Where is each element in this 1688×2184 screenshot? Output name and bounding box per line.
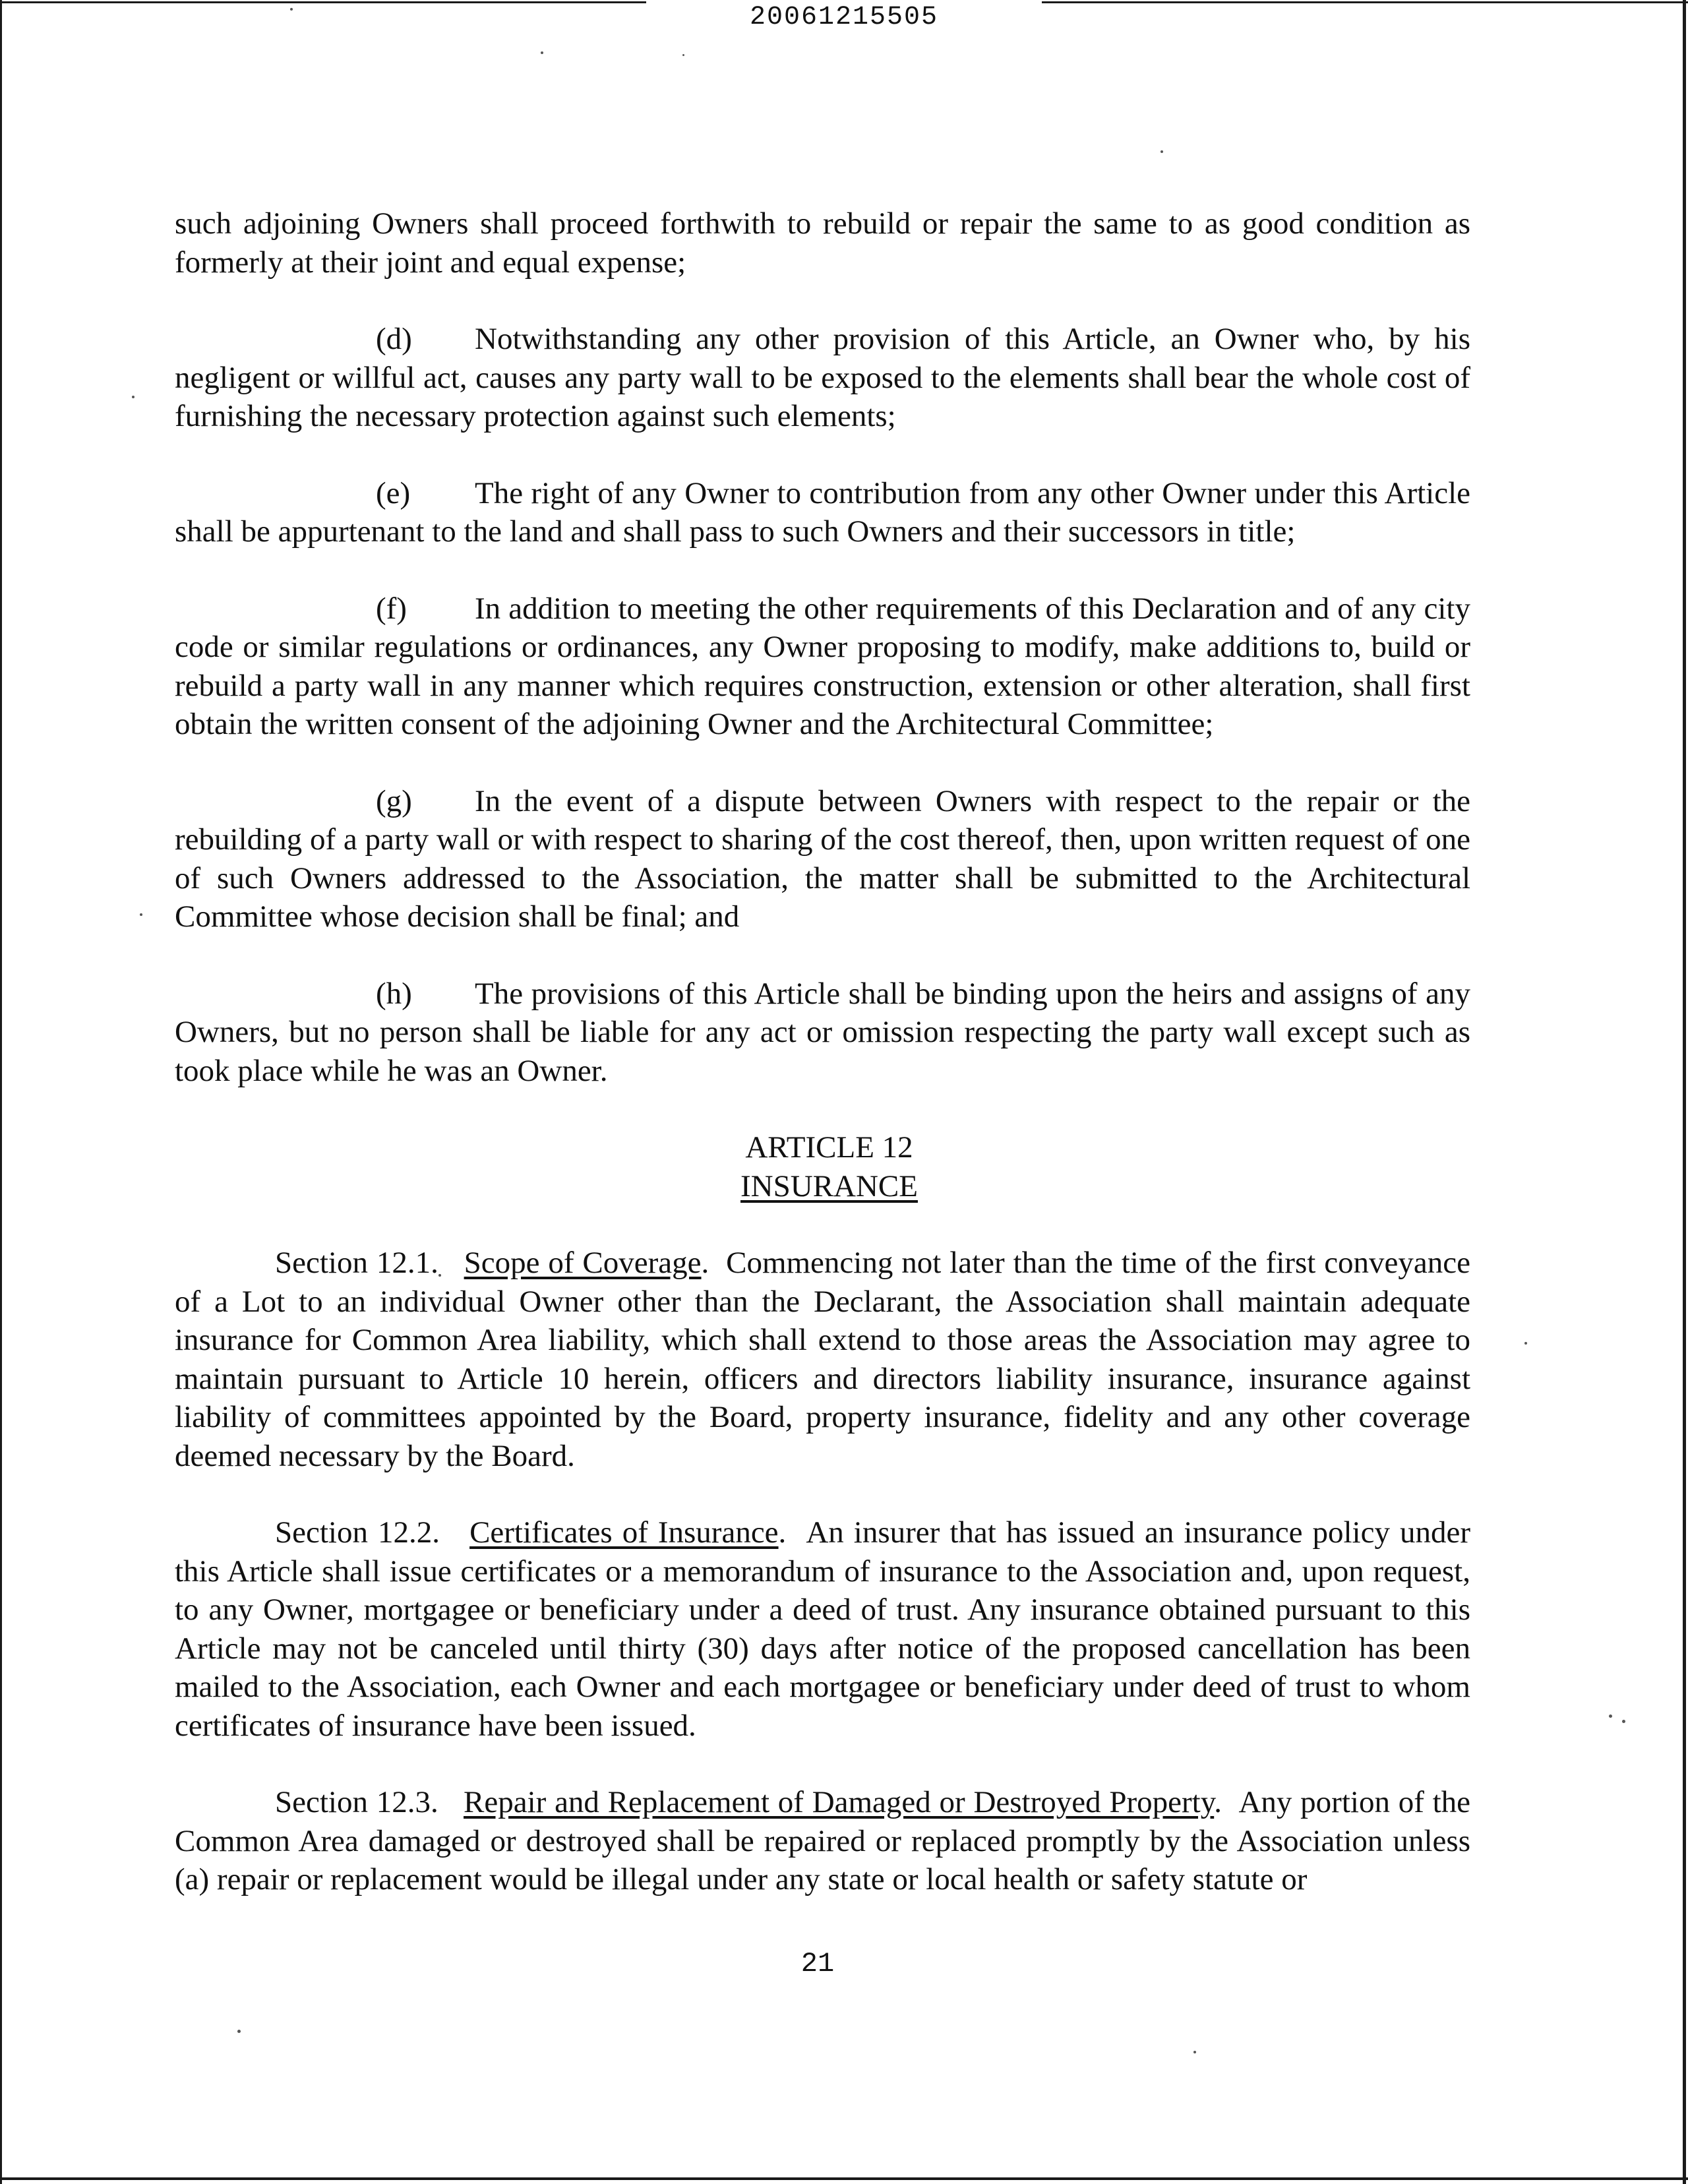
subparagraph-label: (h) [376,976,412,1011]
subparagraph-label: (f) [376,591,407,626]
subparagraph-text: Notwithstanding any other provision of this Article, an Owner who, by his negligent or willful act, causes any party wall to be exposed to the elements shall bear the whole cost of furnishing the necessary protection against such elements; [175,322,1470,433]
subparagraph-d [175,320,1470,436]
subparagraph-h [175,975,1470,1091]
subparagraph-text: In addition to meeting the other requirements of this Declaration and of any city code or similar regulations or ordinances, any Owner proposing to modify, make additions to, build or rebuild a party wall in any manner which requires construction, extension or other alteration, shall first obtain the written consent of the adjoining Owner and the Architectural Committee; [175,591,1470,741]
section-12-2: Section 12.2. Certificates of Insurance. An insurer that has issued an insurance policy under this Article shall issue certificates or a memorandum of insurance to the Association and, upon request, to any Owner, mortgagee or beneficiary under a deed of trust. Any insurance obtained pursuant to this Article may not be canceled until thirty (30) days after notice of the proposed cancellation has been mailed to the Association, each Owner and each mortgagee or beneficiary under deed of trust to whom certificates of insurance have been issued. [175,1515,1471,1743]
article-title: INSURANCE [740,1168,918,1203]
subparagraph-f [175,590,1470,744]
article-heading [175,1128,1470,1205]
scan-speck [290,8,293,11]
section-12-3: Section 12.3. Repair and Replacement of Damaged or Destroyed Property. Any portion of the Common Area damaged or destroyed shall be repaired or replaced promptly by the Association unless (a) repair or replacement would be illegal under any state or local health or safety statute or [175,1785,1471,1896]
section-heading: Scope of Coverage [464,1246,702,1280]
article-number: ARTICLE 12 [745,1130,913,1165]
subparagraph-label: (d) [376,322,412,356]
section-number: Section 12.3. [275,1785,438,1819]
scan-speck [438,1274,441,1277]
section-heading: Repair and Replacement of Damaged or Destroyed Property [464,1785,1215,1819]
scan-speck [1193,2051,1196,2053]
scan-border-right [1683,0,1686,2184]
document-id: 20061215505 [749,3,939,32]
section-number: Section 12.1. [275,1246,438,1280]
scan-speck [1160,150,1163,153]
scan-speck [1524,1342,1527,1345]
subparagraph-text: The right of any Owner to contribution from any other Owner under this Article shall be appurtenant to the land and shall pass to such Owners and their successors in title; [175,475,1470,549]
scan-speck [541,51,543,54]
section-heading: Certificates of Insurance [469,1515,779,1550]
subparagraph-e [175,474,1470,551]
scan-speck [132,396,135,398]
section-text: An insurer that has issued an insurance policy under this Article shall issue certificates or a memorandum of insurance to the Association and, upon request, to any Owner, mortgagee or beneficiary under a deed of trust. Any insurance obtained pursuant to this Article may not be canceled until thirty (30) days after notice of the proposed cancellation has been mailed to the Association, each Owner and each mortgagee or beneficiary under deed of trust to whom certificates of insurance have been issued. [175,1515,1471,1743]
page-number: 21 [800,1948,835,1980]
section-12-1: Section 12.1. Scope of Coverage. Commencing not later than the time of the first conveyance of a Lot to an individual Owner other than the Declarant, the Association shall maintain adequate insurance for Common Area liability, which shall extend to those areas the Association may agree to maintain pursuant to Article 10 herein, officers and directors liability insurance, insurance against liability of committees appointed by the Board, property insurance, fidelity and any other coverage deemed necessary by the Board. [175,1246,1470,1473]
subparagraph-label: (g) [376,783,412,818]
document-body [175,204,1470,1937]
subparagraph-label: (e) [376,475,411,510]
scan-speck [682,54,684,56]
subparagraph-text: In the event of a dispute between Owners with respect to the repair or the rebuilding of a party wall or with respect to sharing of the cost thereof, then, upon written request of one of such Owners addressed to the Association, the matter shall be submitted to the Architectural Committee whose decision shall be final; and [175,783,1470,934]
subparagraph-g [175,782,1470,936]
section-text: Any portion of the Common Area damaged or destroyed shall be repaired or replaced promptly by the Association unless (a) repair or replacement would be illegal under any state or local health or safety statute or [175,1785,1471,1896]
scan-speck [1609,1714,1612,1718]
scan-speck [140,913,142,916]
section-number: Section 12.2. [275,1515,440,1550]
scan-border-left [0,0,2,2184]
scan-speck [237,2030,241,2033]
continuation-paragraph: such adjoining Owners shall proceed forthwith to rebuild or repair the same to as good condition as formerly at their joint and equal expense; [175,206,1470,280]
section-text: Commencing not later than the time of the first conveyance of a Lot to an individual Owner other than the Declarant, the Association shall maintain adequate insurance for Common Area liability, which shall extend to those areas the Association may agree to maintain pursuant to Article 10 herein, officers and directors liability insurance, insurance against liability of committees appointed by the Board, property insurance, fidelity and any other coverage deemed necessary by the Board. [175,1246,1470,1473]
scan-border-bottom [0,2177,1688,2180]
scan-speck [1622,1720,1625,1723]
subparagraph-text: The provisions of this Article shall be binding upon the heirs and assigns of any Owners, but no person shall be liable for any act or omission respecting the party wall except such as took place while he was an Owner. [175,976,1470,1088]
